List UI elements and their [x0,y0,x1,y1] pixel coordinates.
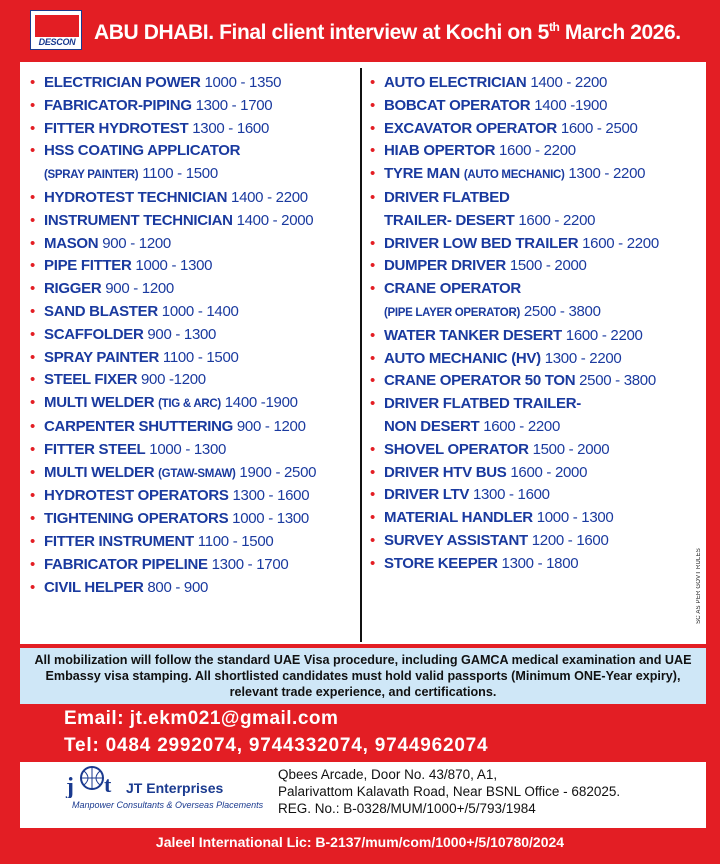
bullet-icon: • [30,371,35,389]
job-title: MATERIAL HANDLER [384,509,533,527]
bullet-icon: • [370,395,375,413]
job-title: SAND BLASTER [44,302,158,320]
job-title: AUTO ELECTRICIAN [384,74,527,91]
bullet-icon: • [30,211,35,229]
job-title-line2: TRAILER- DESERT [384,211,515,229]
job-title: CARPENTER SHUTTERING [44,417,234,435]
job-salary: 1600 - 2000 [510,463,588,481]
job-salary: 1100 - 1500 [162,348,239,366]
job-item [370,462,700,485]
job-item [30,508,358,531]
job-subtitle: (TIG & ARC) [158,398,221,411]
job-salary: 1900 - 2500 [239,463,317,481]
job-title: HIAB OPERTOR [384,142,496,160]
job-salary: 1300 - 1800 [501,554,579,572]
bullet-icon: • [30,280,35,298]
descon-logo [30,10,82,50]
job-salary: 1400 -1900 [534,96,608,114]
job-item [370,507,700,530]
job-title: FITTER HYDROTEST [44,119,189,137]
job-item [30,140,358,187]
job-title: WATER TANKER DESERT [384,326,562,344]
job-salary: 900 - 1200 [236,417,306,435]
bullet-icon: • [30,234,35,252]
job-salary: 1600 - 2200 [565,326,643,344]
job-listing-panel [20,62,706,644]
job-title: STEEL FIXER [44,371,138,389]
bullet-icon: • [30,348,35,366]
job-salary: 1600 - 2500 [560,119,638,137]
job-salary: 1200 - 1600 [531,531,609,549]
job-item [370,553,700,576]
job-item [370,439,700,462]
job-salary: 1000 - 1300 [149,440,227,458]
job-salary: 1400 - 2200 [231,188,308,206]
job-salary: 1000 - 1300 [135,257,213,275]
job-item [30,324,358,347]
company-address: Qbees Arcade, Door No. 43/870, A1, Palarivattom Kalavath Road, Near BSNL Office - 682025. REG. No.: B-0328/MUM/1000+/5/793/1984 [278,767,621,816]
job-salary: 800 - 900 [147,578,209,596]
job-title: DUMPER DRIVER [384,257,506,275]
job-item [30,255,358,278]
bullet-icon: • [30,532,35,550]
job-item [30,531,358,554]
bullet-icon: • [30,142,35,160]
job-item [370,187,700,233]
job-title: DRIVER LOW BED TRAILER [384,234,579,252]
bullet-icon: • [30,394,35,412]
bullet-icon: • [30,555,35,573]
job-title: DRIVER FLATBED [384,188,510,206]
job-salary: 1600 - 2200 [499,142,576,160]
job-item [30,95,358,118]
job-title: CRANE OPERATOR 50 TON [384,372,576,390]
job-salary: 1300 - 2200 [568,165,646,183]
job-salary: 2500 - 3800 [579,372,656,390]
job-title: PIPE FITTER [44,257,132,275]
bullet-icon: • [370,554,375,572]
bullet-icon: • [30,487,35,505]
job-title: SURVEY ASSISTANT [384,531,528,549]
bullet-icon: • [30,119,35,137]
job-title: EXCAVATOR OPERATOR [384,119,557,137]
job-item [370,348,700,371]
job-item [30,118,358,141]
job-item [30,72,358,95]
bullet-icon: • [30,302,35,320]
bullet-icon: • [370,280,375,298]
job-title: AUTO MECHANIC (HV) [384,349,541,367]
job-salary: 1500 - 2000 [509,257,587,275]
job-item [370,95,700,118]
job-salary: 2500 - 3800 [523,302,601,320]
header-banner [0,0,720,60]
job-item [370,484,700,507]
job-title: DRIVER HTV BUS [384,463,507,481]
bullet-icon: • [30,188,35,206]
job-item [370,278,700,325]
job-salary: 900 - 1200 [105,280,174,298]
job-salary: 1000 - 1300 [232,510,309,528]
job-title: TYRE MAN [384,165,460,183]
job-item [30,416,358,439]
job-title: ELECTRICIAN POWER [44,74,201,91]
bullet-icon: • [30,325,35,343]
job-salary: 1400 -1900 [224,394,298,412]
mobilization-notice: All mobilization will follow the standard UAE Visa procedure, including GAMCA medical examination and UAE Embassy visa stamping. All shortlisted candidates must hold valid passports (Minimum ONE-Year expiry), relevant trade experience, and certifications. [20,648,706,704]
job-salary: 1300 - 2200 [544,349,622,367]
job-salary: 1400 - 2000 [236,211,314,229]
job-title: RIGGER [44,280,102,298]
bullet-icon: • [30,96,35,114]
job-salary: 1400 - 2200 [530,74,608,91]
job-title: DRIVER FLATBED TRAILER- [384,395,581,413]
job-title: DRIVER LTV [384,486,470,504]
job-column-left [30,72,358,599]
job-salary: 1600 - 2200 [518,211,596,229]
job-title: FABRICATOR PIPELINE [44,555,208,573]
job-item [370,163,700,187]
bullet-icon: • [30,417,35,435]
job-title: SHOVEL OPERATOR [384,440,529,458]
job-item [30,210,358,233]
bullet-icon: • [30,510,35,528]
job-title: MASON [44,234,99,252]
bullet-icon: • [30,74,35,91]
job-title: MULTI WELDER [44,463,155,481]
job-salary: 1300 - 1700 [211,555,289,573]
bullet-icon: • [370,96,375,114]
bullet-icon: • [370,188,375,206]
side-note: SC AS PER GOVT RULES [696,548,702,624]
bullet-icon: • [370,142,375,160]
column-divider [360,68,362,642]
job-column-right [370,72,700,576]
job-title-line2: NON DESERT [384,417,480,435]
job-item [370,72,700,95]
job-salary: 1100 - 1500 [197,532,274,550]
bullet-icon: • [370,486,375,504]
job-item [370,233,700,256]
bullet-icon: • [370,372,375,390]
job-item [370,140,700,163]
job-item [30,187,358,210]
job-subtitle: (GTAW-SMAW) [158,467,236,480]
job-salary: 900 - 1300 [147,325,217,343]
job-title: CRANE OPERATOR [384,280,521,298]
job-title: BOBCAT OPERATOR [384,96,531,114]
job-salary: 1000 - 1350 [204,74,282,91]
job-title: HYDROTEST TECHNICIAN [44,188,228,206]
job-item [370,393,700,439]
job-salary: 1000 - 1400 [161,302,239,320]
bullet-icon: • [370,119,375,137]
job-salary: 1600 - 2200 [483,417,560,435]
job-title: STORE KEEPER [384,554,498,572]
svg-text:j: j [66,774,74,798]
job-salary: 1300 - 1600 [472,486,550,504]
job-item [30,347,358,370]
job-subtitle: (PIPE LAYER OPERATOR) [384,306,520,319]
company-name: JT Enterprises [126,780,224,796]
job-salary: 1500 - 2000 [532,440,610,458]
job-title: MULTI WELDER [44,394,155,412]
job-item [30,301,358,324]
job-item [30,278,358,301]
bullet-icon: • [370,326,375,344]
bullet-icon: • [370,234,375,252]
job-item [30,554,358,577]
bullet-icon: • [370,165,375,183]
job-item [370,255,700,278]
job-subtitle: (SPRAY PAINTER) [44,169,139,182]
job-title: FITTER STEEL [44,440,146,458]
job-salary: 1300 - 1600 [232,487,310,505]
job-item [30,439,358,462]
job-salary: 1300 - 1600 [192,119,270,137]
job-item [370,530,700,553]
job-title: FITTER INSTRUMENT [44,532,194,550]
job-item [30,577,358,600]
job-item [370,118,700,141]
job-title: INSTRUMENT TECHNICIAN [44,211,233,229]
bullet-icon: • [30,257,35,275]
contact-phone[interactable]: Tel: 0484 2992074, 9744332074, 9744962074 [64,735,489,756]
bullet-icon: • [370,349,375,367]
license-number: Jaleel International Lic: B-2137/mum/com/1000+/5/10780/2024 [155,834,565,850]
bullet-icon: • [30,463,35,481]
job-salary: 900 - 1200 [102,234,171,252]
bullet-icon: • [370,440,375,458]
company-tagline: Manpower Consultants & Overseas Placements [72,800,264,810]
job-item [370,325,700,348]
logo-text: DESCON [38,37,76,47]
bullet-icon: • [30,578,35,596]
bullet-icon: • [370,74,375,91]
job-item [30,392,358,416]
bullet-icon: • [370,257,375,275]
job-title: FABRICATOR-PIPING [44,96,192,114]
job-title: CIVIL HELPER [44,578,144,596]
job-item [30,462,358,486]
job-salary: 1000 - 1300 [536,509,614,527]
page-title: ABU DHABI. Final client interview at Kochi on 5th March 2026. [94,20,681,44]
svg-text:t: t [104,772,112,797]
job-salary: 1300 - 1700 [195,96,273,114]
contact-email[interactable]: Email: jt.ekm021@gmail.com [64,708,339,729]
bullet-icon: • [30,440,35,458]
job-salary: 900 -1200 [140,371,206,389]
bullet-icon: • [370,509,375,527]
job-salary: 1600 - 2200 [582,234,659,252]
job-item [370,370,700,393]
job-title: HSS COATING APPLICATOR [44,142,241,160]
job-title: TIGHTENING OPERATORS [44,510,229,528]
bullet-icon: • [370,463,375,481]
agency-footer [20,762,706,828]
job-title: HYDROTEST OPERATORS [44,487,229,505]
bullet-icon: • [370,531,375,549]
job-item [30,485,358,508]
job-subtitle: (AUTO MECHANIC) [463,169,565,182]
job-salary: 1100 - 1500 [142,165,218,183]
job-title: SPRAY PAINTER [44,348,160,366]
jt-enterprises-logo-icon [64,764,120,798]
job-title: SCAFFOLDER [44,325,144,343]
job-item [30,233,358,256]
job-item [30,369,358,392]
